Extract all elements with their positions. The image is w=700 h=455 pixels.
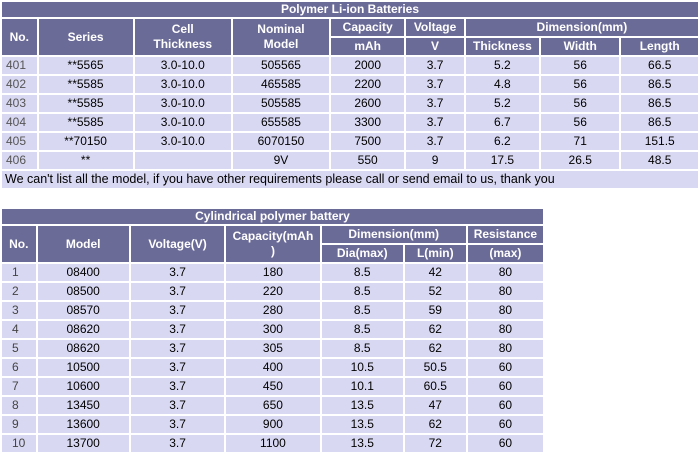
cell-no: 2: [2, 283, 36, 300]
table-row: [2, 302, 543, 319]
cell-voltage: 3.7: [131, 378, 224, 395]
table-title: Polymer Li-ion Batteries: [2, 2, 698, 17]
cell-dia: 8.5: [322, 283, 403, 300]
header-capacity-line2: ): [270, 244, 275, 258]
cell-voltage: 3.7: [406, 114, 464, 131]
cell-width: 26.5: [541, 152, 619, 169]
cell-no: 402: [2, 76, 37, 93]
header-nominal-model-line2: Model: [263, 37, 299, 51]
cell-series: **: [39, 152, 133, 169]
cell-dia: 10.1: [322, 378, 403, 395]
header-nominal-model-line1: Nominal: [257, 22, 305, 36]
cell-resistance: 60: [468, 416, 543, 433]
header-cell-thickness: [135, 19, 231, 55]
cell-no: 8: [2, 397, 36, 414]
cell-cell-thickness: 3.0-10.0: [135, 114, 231, 131]
cell-l: 62: [405, 321, 466, 338]
cell-no: 405: [2, 133, 37, 150]
cell-resistance: 80: [468, 340, 543, 357]
cell-voltage: 3.7: [131, 435, 224, 452]
cell-cell-thickness: 3.0-10.0: [135, 57, 231, 74]
cell-l: 47: [405, 397, 466, 414]
cell-dia: 8.5: [322, 264, 403, 281]
cell-resistance: 80: [468, 321, 543, 338]
polymer-li-ion-table: [0, 0, 700, 190]
cell-nominal-model: 655585: [233, 114, 329, 131]
cylindrical-polymer-table: [0, 207, 545, 454]
cell-dia: 10.5: [322, 359, 403, 376]
cell-l: 50.5: [405, 359, 466, 376]
cell-no: 10: [2, 435, 36, 452]
header-thickness: Thickness: [466, 38, 539, 55]
cell-no: 6: [2, 359, 36, 376]
cell-voltage: 3.7: [131, 359, 224, 376]
header-voltage-unit: V: [406, 38, 464, 55]
cell-voltage: 3.7: [131, 397, 224, 414]
cell-nominal-model: 465585: [233, 76, 329, 93]
cell-no: 5: [2, 340, 36, 357]
cell-no: 9: [2, 416, 36, 433]
cell-length: 151.5: [621, 133, 698, 150]
cell-voltage: 9: [406, 152, 464, 169]
cell-model: 10600: [38, 378, 129, 395]
table-row: [2, 340, 543, 357]
header-series: Series: [39, 19, 133, 55]
header-model: Model: [38, 226, 129, 262]
cell-l: 62: [405, 416, 466, 433]
table-row: [2, 95, 698, 112]
table-row: [2, 264, 543, 281]
header-dimension: Dimension(mm): [322, 226, 466, 243]
table-row: [2, 359, 543, 376]
cell-width: 71: [541, 133, 619, 150]
cell-capacity: 2600: [331, 95, 404, 112]
cell-series: **5585: [39, 95, 133, 112]
cell-voltage: 3.7: [131, 340, 224, 357]
cell-voltage: 3.7: [131, 302, 224, 319]
cell-length: 86.5: [621, 76, 698, 93]
cell-voltage: 3.7: [406, 57, 464, 74]
cell-series: **70150: [39, 133, 133, 150]
header-cell-thickness-line1: Cell: [171, 22, 194, 36]
cell-resistance: 60: [468, 359, 543, 376]
cell-capacity: 305: [226, 340, 319, 357]
cell-capacity: 180: [226, 264, 319, 281]
table-row: [2, 76, 698, 93]
cell-thickness: 6.7: [466, 114, 539, 131]
header-resistance: Resistance: [468, 226, 543, 243]
cell-no: 406: [2, 152, 37, 169]
table-row: [2, 321, 543, 338]
header-capacity: [226, 226, 319, 262]
cell-l: 72: [405, 435, 466, 452]
cell-thickness: 6.2: [466, 133, 539, 150]
table-title: Cylindrical polymer battery: [2, 209, 543, 224]
cell-dia: 13.5: [322, 435, 403, 452]
cell-l: 42: [405, 264, 466, 281]
header-voltage: Voltage(V): [131, 226, 224, 262]
table-row: [2, 114, 698, 131]
cell-no: 403: [2, 95, 37, 112]
cell-capacity: 550: [331, 152, 404, 169]
cell-dia: 8.5: [322, 340, 403, 357]
cell-no: 401: [2, 57, 37, 74]
cell-thickness: 5.2: [466, 95, 539, 112]
cell-model: 08620: [38, 340, 129, 357]
cell-capacity: 2000: [331, 57, 404, 74]
header-cell-thickness-line2: Thickness: [153, 37, 213, 51]
table-row: [2, 378, 543, 395]
cell-capacity: 220: [226, 283, 319, 300]
table-row: [2, 57, 698, 74]
cell-no: 404: [2, 114, 37, 131]
cell-voltage: 3.7: [406, 76, 464, 93]
cell-nominal-model: 505585: [233, 95, 329, 112]
cell-width: 56: [541, 76, 619, 93]
cell-model: 13600: [38, 416, 129, 433]
cell-model: 13450: [38, 397, 129, 414]
table-row: [2, 283, 543, 300]
cell-thickness: 17.5: [466, 152, 539, 169]
table-row: [2, 152, 698, 169]
cell-cell-thickness: 3.0-10.0: [135, 76, 231, 93]
header-dimension: Dimension(mm): [466, 19, 698, 36]
cell-width: 56: [541, 114, 619, 131]
cell-capacity: 300: [226, 321, 319, 338]
cell-cell-thickness: 3.0-10.0: [135, 133, 231, 150]
cell-capacity: 400: [226, 359, 319, 376]
cell-dia: 8.5: [322, 302, 403, 319]
cell-voltage: 3.7: [131, 264, 224, 281]
cell-capacity: 3300: [331, 114, 404, 131]
cell-model: 10500: [38, 359, 129, 376]
table-row: [2, 133, 698, 150]
cell-resistance: 80: [468, 302, 543, 319]
cell-capacity: 280: [226, 302, 319, 319]
cell-dia: 8.5: [322, 321, 403, 338]
cell-no: 7: [2, 378, 36, 395]
cell-capacity: 1100: [226, 435, 319, 452]
cell-l: 59: [405, 302, 466, 319]
cell-resistance: 80: [468, 283, 543, 300]
cell-series: **5565: [39, 57, 133, 74]
cell-thickness: 4.8: [466, 76, 539, 93]
header-length: Length: [621, 38, 698, 55]
cell-cell-thickness: 3.0-10.0: [135, 95, 231, 112]
cell-dia: 13.5: [322, 416, 403, 433]
header-voltage: Voltage: [406, 19, 464, 36]
cell-voltage: 3.7: [406, 133, 464, 150]
cell-nominal-model: 9V: [233, 152, 329, 169]
table-row: [2, 416, 543, 433]
cell-no: 4: [2, 321, 36, 338]
cell-model: 08500: [38, 283, 129, 300]
cell-resistance: 80: [468, 264, 543, 281]
cell-resistance: 60: [468, 435, 543, 452]
cell-l: 60.5: [405, 378, 466, 395]
cell-voltage: 3.7: [131, 416, 224, 433]
cell-thickness: 5.2: [466, 57, 539, 74]
cell-voltage: 3.7: [406, 95, 464, 112]
cell-width: 56: [541, 57, 619, 74]
header-width: Width: [541, 38, 619, 55]
header-nominal-model: [233, 19, 329, 55]
table-row: [2, 435, 543, 452]
cell-resistance: 60: [468, 397, 543, 414]
table-row: [2, 397, 543, 414]
cell-length: 66.5: [621, 57, 698, 74]
cell-model: 08570: [38, 302, 129, 319]
header-no: No.: [2, 226, 36, 262]
cell-model: 08620: [38, 321, 129, 338]
cell-resistance: 60: [468, 378, 543, 395]
header-dia: Dia(max): [322, 245, 403, 262]
contact-note: We can't list all the model, if you have other requirements please call or send email to us, thank you: [2, 171, 698, 188]
header-no: No.: [2, 19, 37, 55]
cell-voltage: 3.7: [131, 283, 224, 300]
cell-length: 86.5: [621, 114, 698, 131]
cell-length: 48.5: [621, 152, 698, 169]
cell-nominal-model: 505565: [233, 57, 329, 74]
header-l: L(min): [405, 245, 466, 262]
cell-series: **5585: [39, 76, 133, 93]
cell-no: 1: [2, 264, 36, 281]
header-capacity-unit: mAh: [331, 38, 404, 55]
cell-length: 86.5: [621, 95, 698, 112]
cell-no: 3: [2, 302, 36, 319]
cell-l: 62: [405, 340, 466, 357]
cell-voltage: 3.7: [131, 321, 224, 338]
cell-dia: 13.5: [322, 397, 403, 414]
header-capacity-line1: Capacity(mAh: [232, 229, 314, 243]
cell-model: 13700: [38, 435, 129, 452]
cell-capacity: 650: [226, 397, 319, 414]
header-capacity: Capacity: [331, 19, 404, 36]
cell-model: 08400: [38, 264, 129, 281]
cell-cell-thickness: [135, 152, 231, 169]
cell-width: 56: [541, 95, 619, 112]
cell-capacity: 7500: [331, 133, 404, 150]
cell-capacity: 450: [226, 378, 319, 395]
cell-capacity: 2200: [331, 76, 404, 93]
cell-series: **5585: [39, 114, 133, 131]
header-resistance-unit: (max): [468, 245, 543, 262]
cell-capacity: 900: [226, 416, 319, 433]
cell-nominal-model: 6070150: [233, 133, 329, 150]
cell-l: 52: [405, 283, 466, 300]
